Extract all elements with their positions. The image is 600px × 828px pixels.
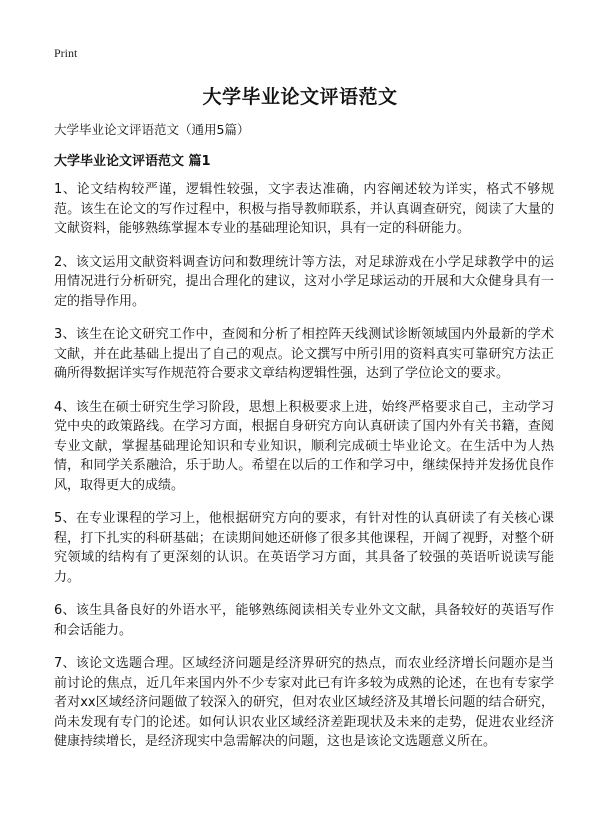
paragraph-1: 1、论文结构较严谨，逻辑性较强，文字表达准确，内容阐述较为详实，格式不够规范。该生在论文的写作过程中，积极与指导教师联系，并认真调查研究，阅读了大量的文献资料，能够熟练掌握本专业的基础理论知识，具有一定的科研能力。 xyxy=(54,182,554,236)
document-title: 大学毕业论文评语范文 xyxy=(202,86,398,108)
paragraph-2: 2、该文运用文献资料调查访问和数理统计等方法，对足球游戏在小学足球教学中的运用情况进行分析研究，提出合理化的建议，这对小学足球运动的开展和大众健身具有一定的指导作用。 xyxy=(54,254,554,309)
document-body xyxy=(54,180,554,766)
paragraph-6: 6、该生具备良好的外语水平，能够熟练阅读相关专业外文文献，具备较好的英语写作和会话能力。 xyxy=(54,603,554,638)
paragraph-5: 5、在专业课程的学习上，他根据研究方向的要求，有针对性的认真研读了有关核心课程，打下扎实的科研基础；在读期间她还研修了很多其他课程，开阔了视野，对整个研究领域的结构有了更深刻的认识。在英语学习方面，其具备了较强的英语听说读写能力。 xyxy=(54,511,554,585)
section-heading: 大学毕业论文评语范文 篇1 xyxy=(54,154,211,169)
print-label: Print xyxy=(54,46,78,60)
paragraph-7: 7、该论文选题合理。区域经济问题是经济界研究的热点，而农业经济增长问题亦是当前讨论的焦点，近几年来国内外不少专家对此已有许多较为成熟的论述，在也有专家学者对xx区域经济问题做了较深入的研究，但对农业区域经济及其增长问题的结合研究，尚未发现有专门的论述。如何认识农业区域经济差距现状及未来的走势，促进农业经济健康持续增长，是经济现实中急需解决的问题，这也是该论文选题意义所在。 xyxy=(54,656,554,749)
paragraph-4: 4、该生在硕士研究生学习阶段，思想上积极要求上进，始终严格要求自己，主动学习党中央的政策路线。在学习方面，根据自身研究方向认真研读了国内外有关书籍，查阅专业文献，掌握基础理论知识和专业知识，顺利完成硕士毕业论文。在生活中为人热情，和同学关系融洽，乐于助人。希望在以后的工作和学习中，继续保持并发扬优良作风，取得更大的成绩。 xyxy=(54,399,554,493)
document-subtitle: 大学毕业论文评语范文（通用5篇） xyxy=(54,122,250,137)
paragraph-3: 3、该生在论文研究工作中，查阅和分析了相控阵天线测试诊断领域国内外最新的学术文献，并在此基础上提出了自己的观点。论文撰写中所引用的资料真实可靠研究方法正确所得数据详实写作规范符合要求文章结构逻辑性强，达到了学位论文的要求。 xyxy=(54,327,554,381)
